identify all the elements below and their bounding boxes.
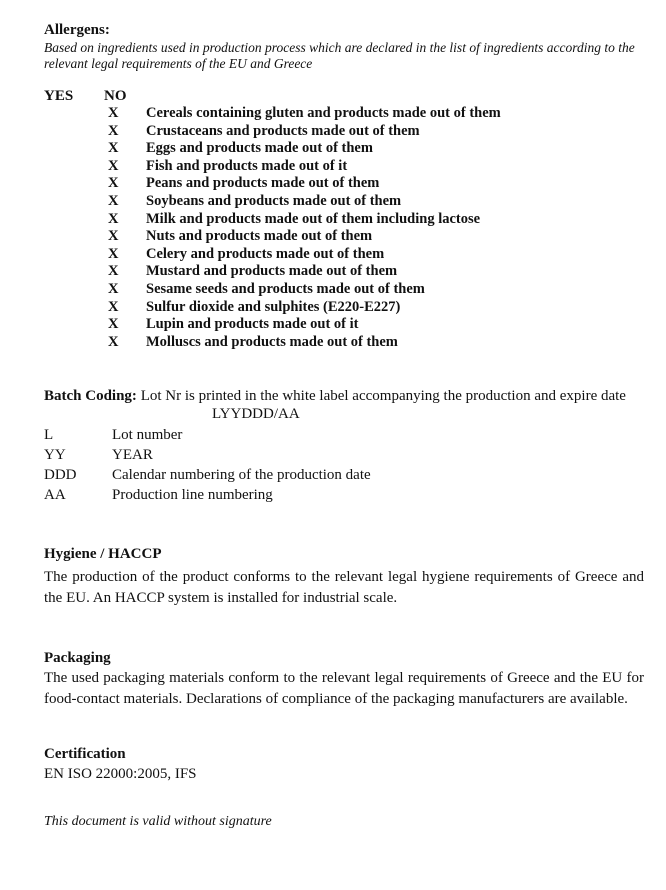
allergen-row <box>0 280 666 298</box>
allergen-name: Peans and products made out of them <box>146 175 380 192</box>
packaging-text: The used packaging materials conform to the relevant legal requirements of Greece and the EU for food-contact materials. Declarations of compliance of the packaging manufacturers are available. <box>44 670 644 707</box>
allergen-row <box>0 210 666 228</box>
no-mark: X <box>108 122 119 139</box>
validity-note: This document is valid without signature <box>44 814 272 829</box>
no-mark: X <box>108 193 119 209</box>
certification-text: EN ISO 22000:2005, IFS <box>44 766 197 782</box>
packaging-title: Packaging <box>44 650 111 666</box>
allergen-row <box>0 262 666 280</box>
no-mark: X <box>108 263 119 280</box>
hygiene-text: The production of the product conforms to the relevant legal hygiene requirements of Greece and the EU. An HACCP system is installed for industrial scale. <box>44 569 644 606</box>
allergens-title: Allergens: <box>44 22 110 38</box>
allergen-row <box>0 174 666 192</box>
legend-code: DDD <box>44 467 77 483</box>
batch-coding-label: Batch Coding: <box>44 388 137 404</box>
certification-title: Certification <box>44 746 126 762</box>
allergen-row <box>0 157 666 175</box>
allergens-note: Based on ingredients used in production process which are declared in the list of ingredients according to the relevant legal requirements of the EU and Greece <box>44 40 635 71</box>
no-mark: X <box>108 210 119 227</box>
legend-code: L <box>44 427 54 443</box>
no-mark: X <box>108 281 119 297</box>
no-mark: X <box>108 157 119 174</box>
allergen-row <box>0 245 666 263</box>
allergen-name: Sulfur dioxide and sulphites (E220-E227) <box>146 298 401 315</box>
allergen-name: Celery and products made out of them <box>146 245 385 262</box>
legend-desc: Production line numbering <box>112 487 273 503</box>
allergen-name: Eggs and products made out of them <box>146 140 373 157</box>
allergen-name: Cereals containing gluten and products made out of them <box>146 105 501 121</box>
allergen-name: Milk and products made out of them including lactose <box>146 210 481 227</box>
hygiene-title: Hygiene / HACCP <box>44 546 162 562</box>
batch-format: LYYDDD/AA <box>212 406 300 422</box>
allergen-row <box>0 315 666 333</box>
allergen-row <box>0 192 666 210</box>
allergen-row <box>0 104 666 122</box>
legend-code: AA <box>44 487 66 503</box>
allergen-name: Lupin and products made out of it <box>146 316 359 333</box>
batch-legend-row <box>0 425 666 445</box>
no-mark: X <box>108 316 119 333</box>
allergen-name: Nuts and products made out of them <box>146 228 373 245</box>
batch-legend-row <box>0 485 666 505</box>
no-column-header: NO <box>104 88 127 104</box>
no-mark: X <box>108 105 119 121</box>
allergen-name: Molluscs and products made out of them <box>146 333 398 350</box>
allergen-row <box>0 139 666 157</box>
allergen-name: Sesame seeds and products made out of them <box>146 281 425 297</box>
no-mark: X <box>108 245 119 262</box>
no-mark: X <box>108 333 119 350</box>
batch-legend-row <box>0 445 666 465</box>
batch-legend-row <box>0 465 666 485</box>
allergen-name: Soybeans and products made out of them <box>146 193 402 209</box>
yes-column-header: YES <box>44 88 74 104</box>
allergen-row <box>0 298 666 316</box>
allergen-name: Mustard and products made out of them <box>146 263 398 280</box>
allergen-name: Crustaceans and products made out of them <box>146 122 420 139</box>
legend-desc: Lot number <box>112 427 183 443</box>
allergen-row <box>0 227 666 245</box>
batch-coding-line <box>44 388 654 405</box>
legend-desc: Calendar numbering of the production date <box>112 467 371 483</box>
no-mark: X <box>108 175 119 192</box>
legend-code: YY <box>44 447 66 463</box>
no-mark: X <box>108 298 119 315</box>
no-mark: X <box>108 228 119 245</box>
batch-coding-text: Lot Nr is printed in the white label accompanying the production and expire date <box>136 388 626 404</box>
no-mark: X <box>108 140 119 157</box>
allergen-name: Fish and products made out of it <box>146 157 348 174</box>
legend-desc: YEAR <box>112 447 153 463</box>
allergen-row <box>0 122 666 140</box>
allergen-row <box>0 333 666 351</box>
